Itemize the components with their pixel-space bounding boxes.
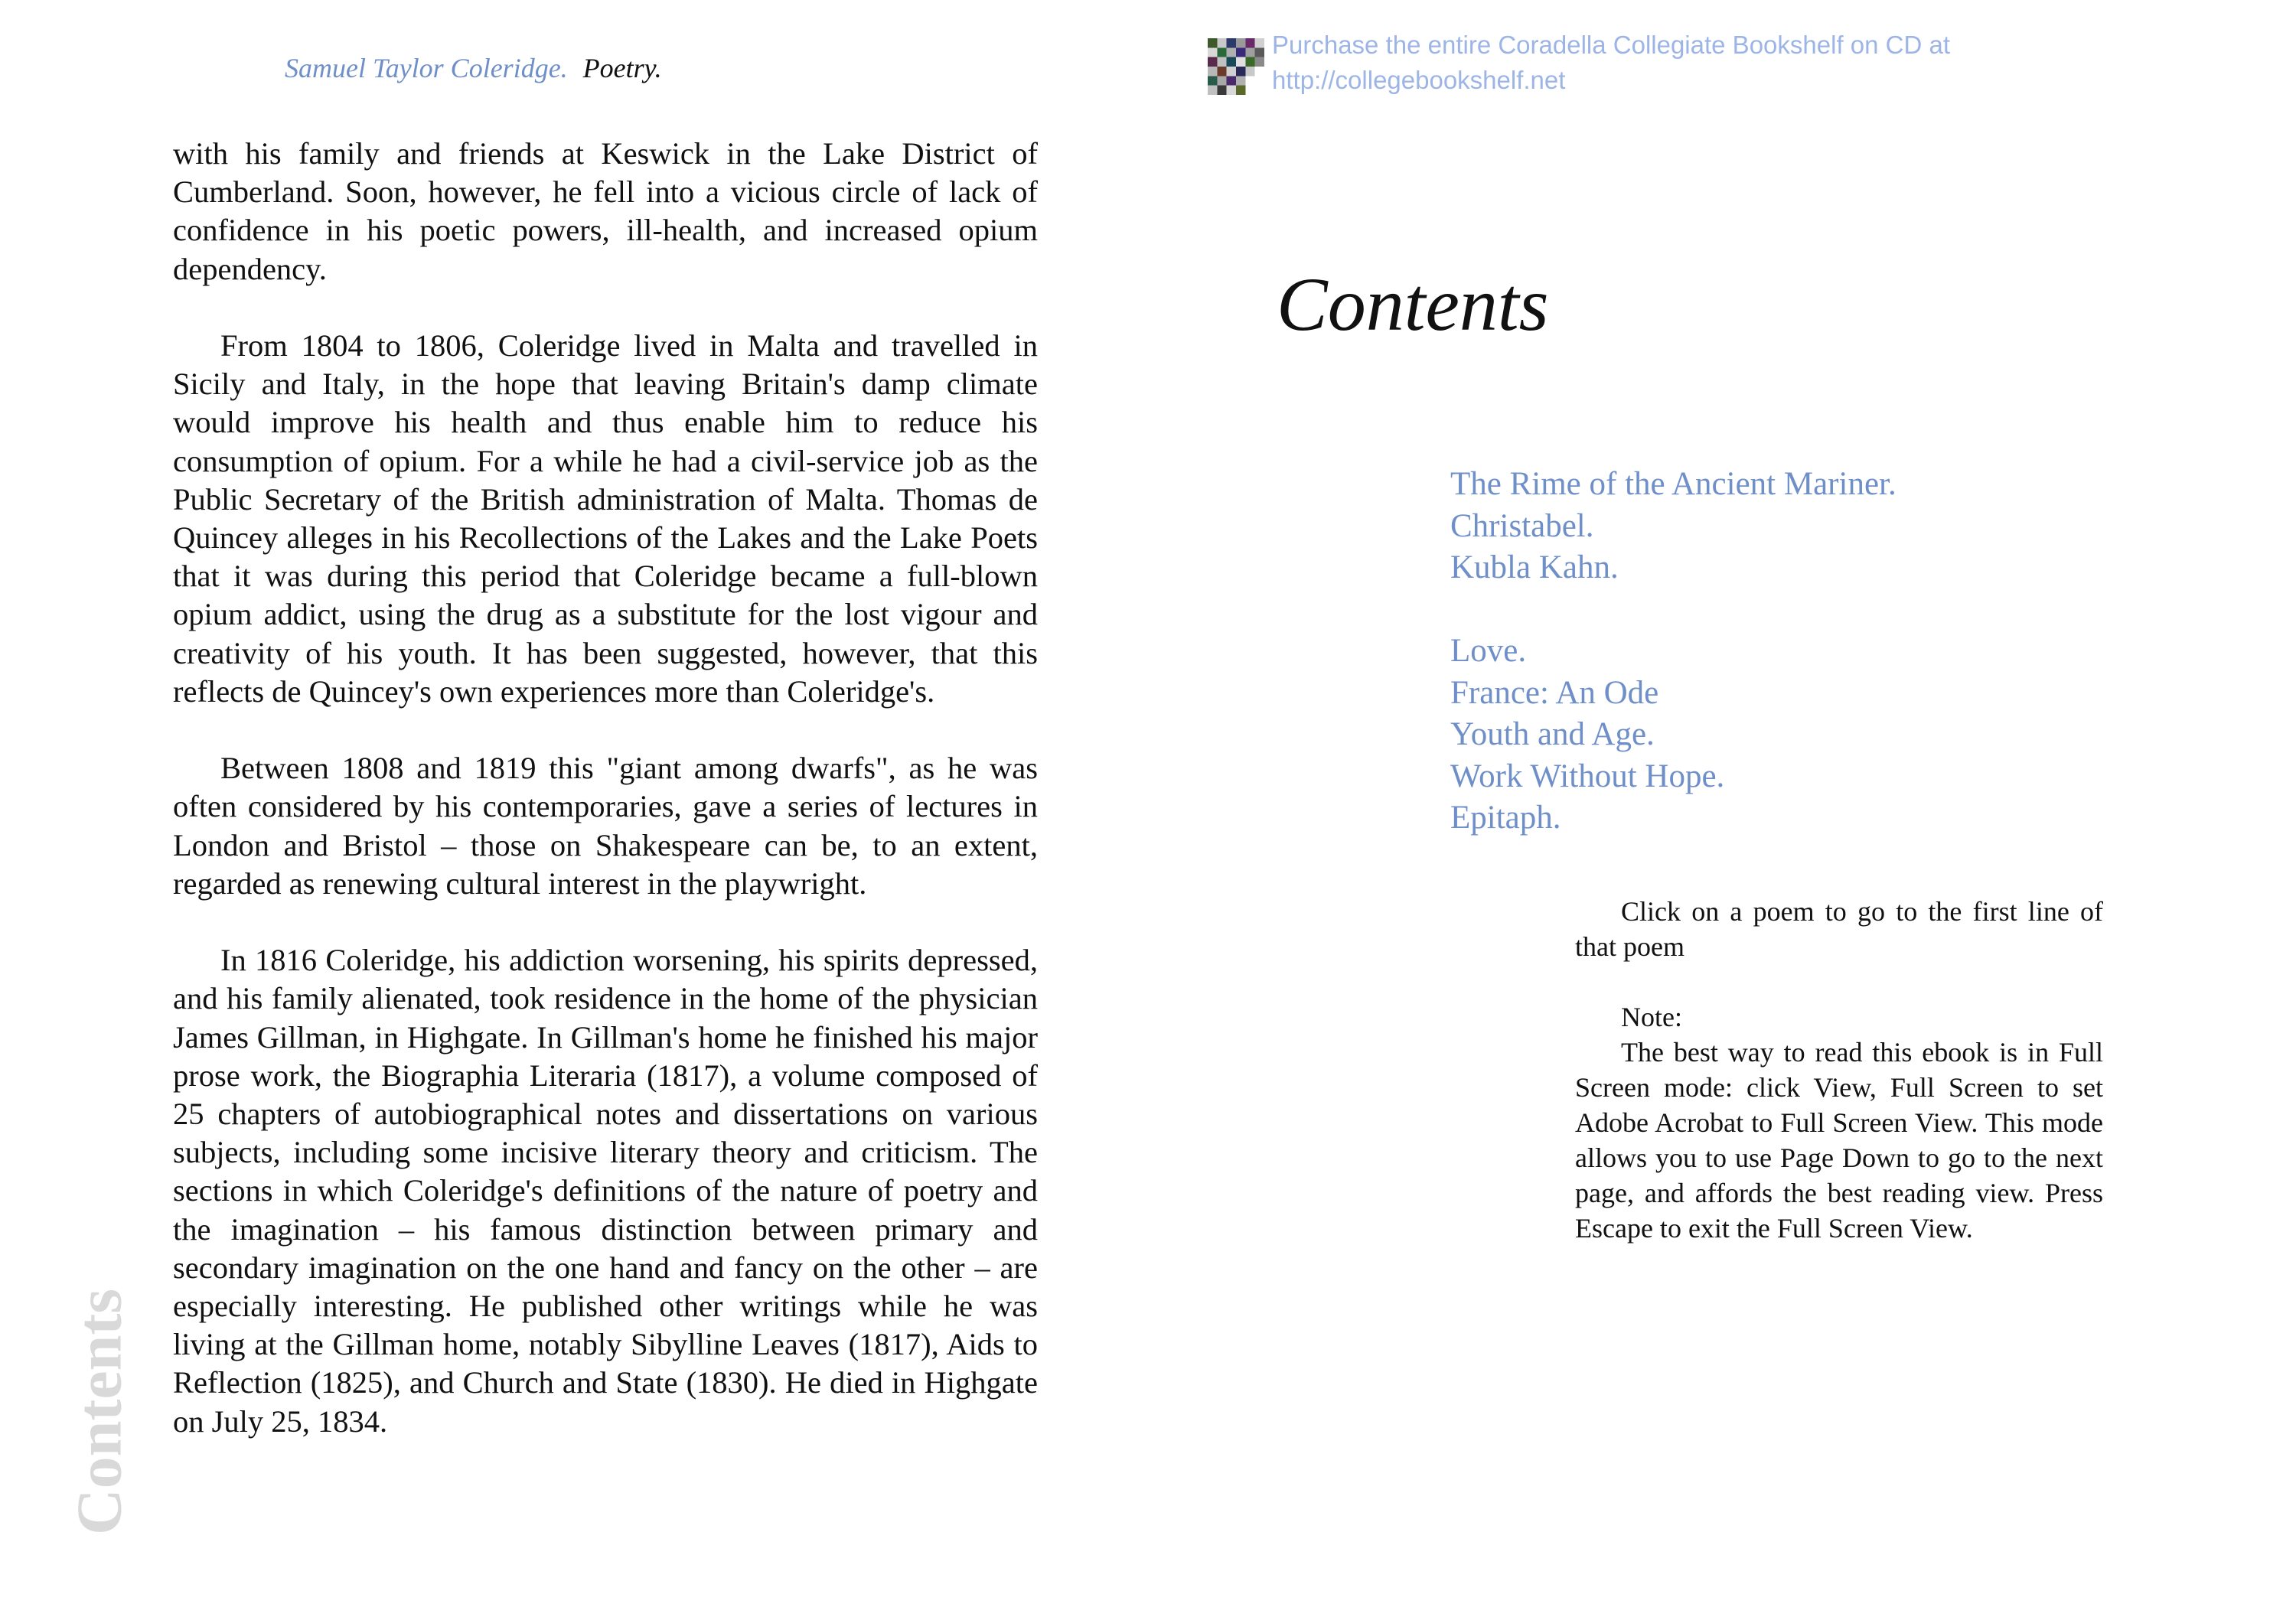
promo-text[interactable] xyxy=(1272,28,1950,98)
body-paragraph: In 1816 Coleridge, his addiction worsening, his spirits depressed, and his family alienated, took residence in the home of the physician James Gillman, in Highgate. In Gillman's home he finished his major prose work, the Biographia Literaria (1817), a volume composed of 25 chapters of autobiographical notes and dissertations on various subjects, including some incisive literary theory and criticism. The sections in which Coleridge's definitions of the nature of poetry and the imagination – his famous distinction between primary and secondary imagination on the one hand and fancy on the other – are especially interesting. He published other writings while he was living at the Gillman home, notably Sibylline Leaves (1817), Aids to Reflection (1825), and Church and State (1830). He died in Highgate on July 25, 1834. xyxy=(173,943,1038,1439)
toc-divider xyxy=(1450,589,1896,631)
table-of-contents xyxy=(1450,464,1896,839)
body-paragraph: with his family and friends at Keswick in the Lake District of Cumberland. Soon, however, he fell into a vicious circle of lack of confidence in his poetic powers, ill-health, and increased opium dependency. xyxy=(173,136,1038,286)
toc-link-rime-of-the-ancient-mariner[interactable]: The Rime of the Ancient Mariner. xyxy=(1450,466,1896,502)
promo-banner[interactable] xyxy=(1208,28,1950,98)
right-page xyxy=(1148,0,2296,1607)
page-title: Contents xyxy=(1277,262,1549,347)
body-paragraph: From 1804 to 1806, Coleridge lived in Malta and travelled in Sicily and Italy, in the hope that leaving Britain's damp climate would improve his health and thus enable him to reduce his consumption of opium. For a while he had a civil-service job as the Public Secretary of the British administration of Malta. Thomas de Quincey alleges in his Recollections of the Lakes and the Lake Poets that it was during this period that Coleridge became a full-blown opium addict, using the drug as a substitute for the lost vigour and creativity of his youth. It has been suggested, however, that this reflects de Quincey's own experiences more than Coleridge's. xyxy=(173,328,1038,709)
toc-link-work-without-hope[interactable]: Work Without Hope. xyxy=(1450,758,1725,794)
toc-link-epitaph[interactable]: Epitaph. xyxy=(1450,800,1561,836)
promo-url-link[interactable]: http://collegebookshelf.net xyxy=(1272,66,1566,94)
bookshelf-logo-icon xyxy=(1208,38,1264,95)
body-paragraph: Between 1808 and 1819 this "giant among dwarfs", as he was often considered by his contemporaries, gave a series of lectures in London and Bristol – those on Shakespeare can be, to an extent, regarded as renewing cultural interest in the playwright. xyxy=(173,751,1038,901)
toc-link-christabel[interactable]: Christabel. xyxy=(1450,507,1594,544)
reading-instructions xyxy=(1575,894,2103,1246)
contents-side-tab[interactable] xyxy=(61,1286,138,1538)
note-text: The best way to read this ebook is in Full Screen mode: click View, Full Screen to set Adobe Acrobat to Full Screen View. This mode allows you to use Page Down to go to the next page, and affords the best reading view. Press Escape to exit the Full Screen View. xyxy=(1575,1037,2103,1244)
running-head-section: Poetry. xyxy=(582,53,662,83)
running-head-author: Samuel Taylor Coleridge. xyxy=(285,53,568,83)
note-label: Note: xyxy=(1621,1002,1682,1032)
promo-line[interactable]: Purchase the entire Coradella Collegiate Bookshelf on CD at xyxy=(1272,31,1951,59)
biography-text xyxy=(173,135,1038,1479)
toc-link-kubla-kahn[interactable]: Kubla Kahn. xyxy=(1450,549,1619,585)
click-hint: Click on a poem to go to the first line of that poem xyxy=(1575,896,2103,962)
toc-link-love[interactable]: Love. xyxy=(1450,633,1527,669)
toc-link-youth-and-age[interactable]: Youth and Age. xyxy=(1450,716,1655,752)
running-head xyxy=(285,52,662,84)
contents-side-tab-label: Contents xyxy=(64,1288,135,1536)
toc-link-france-an-ode[interactable]: France: An Ode xyxy=(1450,674,1659,711)
